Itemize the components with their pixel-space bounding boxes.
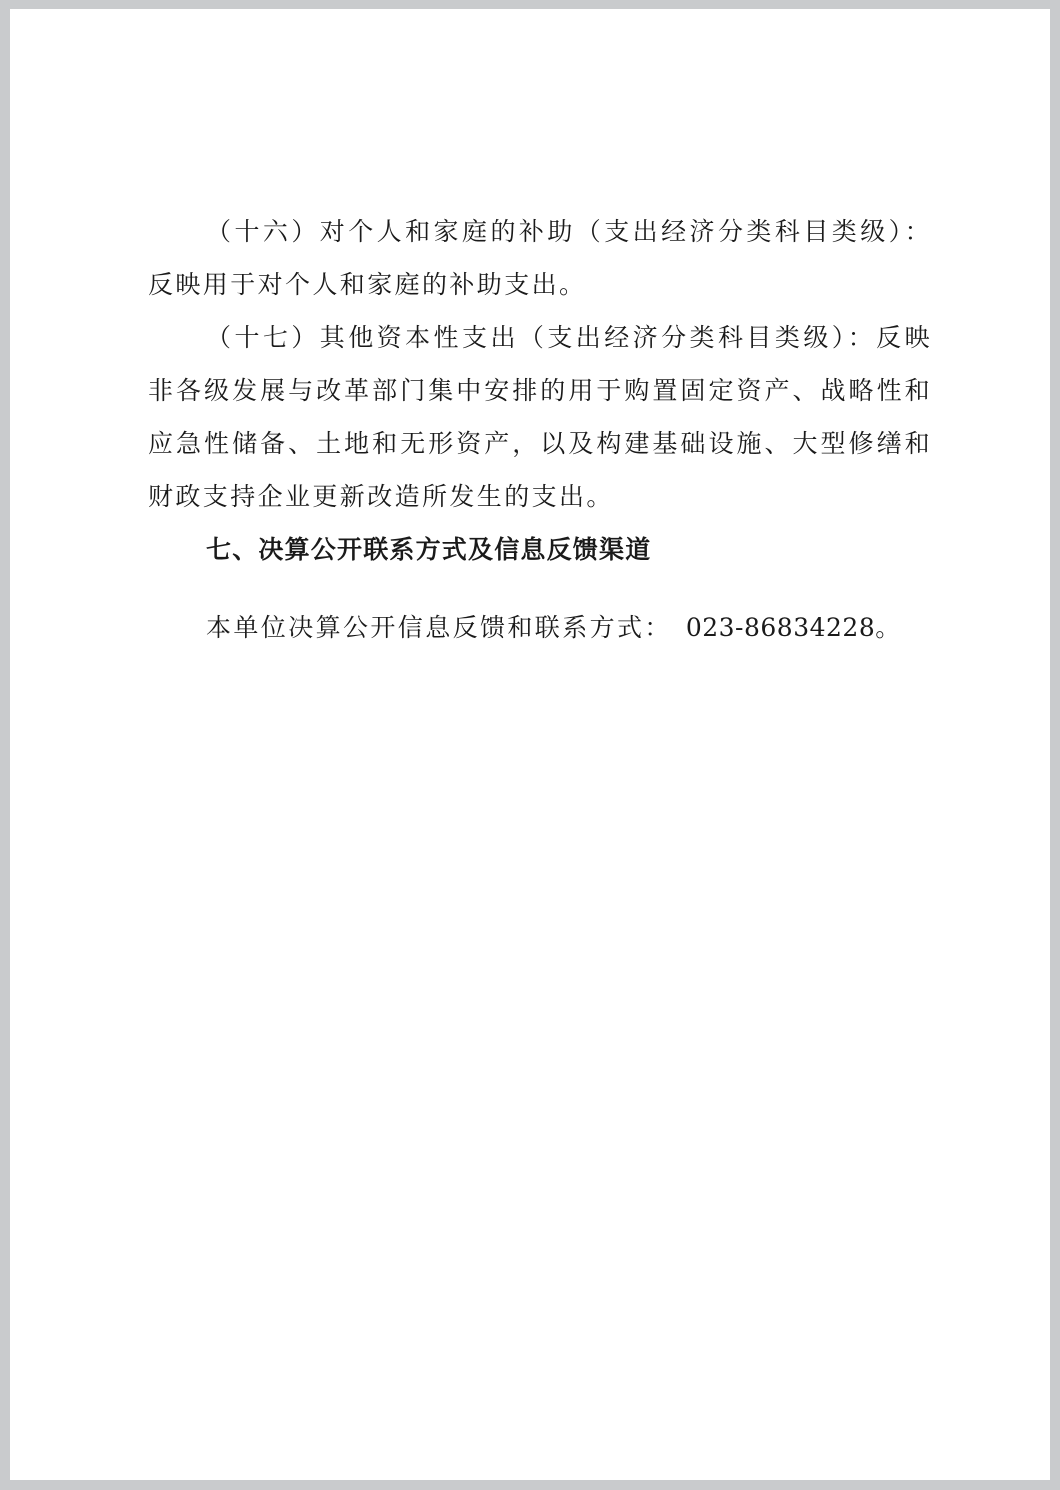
paragraph-other-capital-expenditure: （十七）其他资本性支出（支出经济分类科目类级）：反映非各级发展与改革部门集中安排的用于购置固定资产、战略性和应急性储备、土地和无形资产，以及构建基础设施、大型修缮和财政支持企业更新改造所发生的支出。 <box>148 323 932 511</box>
section-heading-contact: 七、决算公开联系方式及信息反馈渠道 <box>206 535 652 564</box>
contact-label: 本单位决算公开信息反馈和联系方式： <box>206 613 672 642</box>
paragraph-contact-info <box>148 601 932 654</box>
contact-phone-number: 023-86834228。 <box>685 613 901 642</box>
document-page <box>10 9 1050 1480</box>
paragraph-personal-household-subsidy: （十六）对个人和家庭的补助（支出经济分类科目类级）：反映用于对个人和家庭的补助支出。 <box>148 217 932 299</box>
